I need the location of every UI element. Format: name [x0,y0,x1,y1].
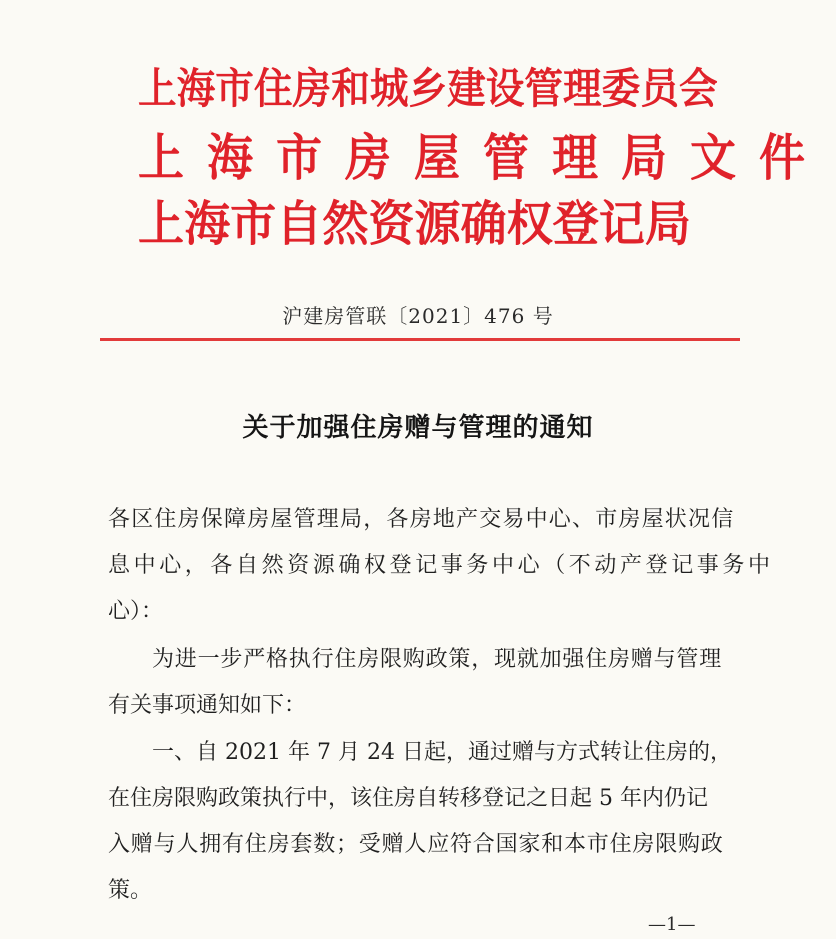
addressee-line: 各区住房保障房屋管理局，各房地产交易中心、市房屋状况信 [108,507,735,532]
addressee-line: 心）： [108,599,164,624]
document-title: 关于加强住房赠与管理的通知 [242,413,594,443]
body-paragraph-line: 策。 [108,878,153,903]
body-paragraph-line: 一、自 2021 年 7 月 24 日起，通过赠与方式转让住房的， [152,740,732,765]
issuer-line-2: 上海市房屋管理局文件 [138,129,828,187]
body-paragraph-line: 为进一步严格执行住房限购政策，现就加强住房赠与管理 [152,647,723,672]
issuer-line-1: 上海市住房和城乡建设管理委员会 [138,64,718,113]
issuer-line-3: 上海市自然资源确权登记局 [138,196,691,252]
body-paragraph-line: 入赠与人拥有住房套数；受赠人应符合国家和本市住房限购政 [108,832,724,857]
body-paragraph-line: 在住房限购政策执行中，该住房自转移登记之日起 5 年内仍记 [108,786,708,811]
red-divider [100,338,740,341]
addressee-line: 息中心，各自然资源确权登记事务中心（不动产登记事务中 [108,553,774,578]
page-number: —1— [648,914,696,935]
body-paragraph-line: 有关事项通知如下： [108,693,307,718]
document-number: 沪建房管联〔2021〕476 号 [282,304,554,328]
